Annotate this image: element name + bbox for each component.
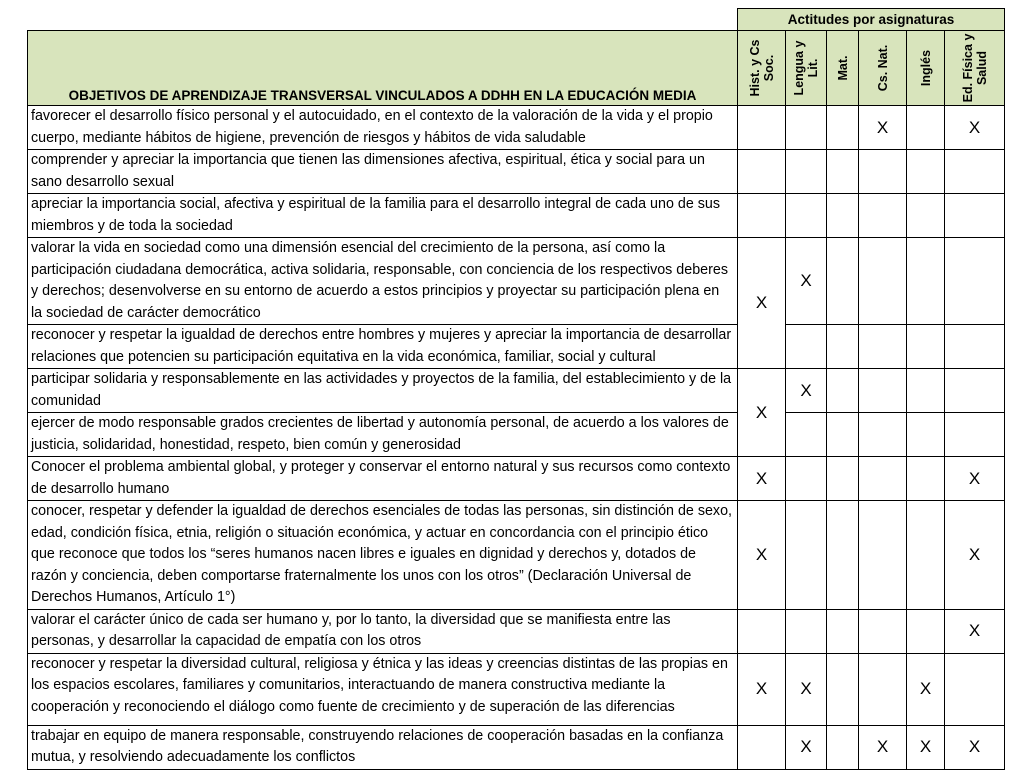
- table-row: [28, 106, 1005, 150]
- objective-text: reconocer y respetar la diversidad cultural, religiosa y étnica y las ideas y creencias distintas de las propias en los espacios escolares, familiares y comunitarios, interactuando de manera constructiva mediante la cooperación y reconociendo el diálogo como fuente de crecimiento y de superación de las diferencias: [28, 653, 738, 725]
- subject-header-matematica: Mat.: [827, 31, 859, 106]
- mark-cell: X: [907, 653, 945, 725]
- objectives-table: [27, 8, 1005, 770]
- mark-cell: X: [859, 106, 907, 150]
- mark-cell: [827, 325, 859, 369]
- objective-text: valorar el carácter único de cada ser humano y, por lo tanto, la diversidad que se manifiesta entre las personas, y desarrollar la capacidad de empatía con los otros: [28, 609, 738, 653]
- mark-cell: X: [738, 457, 786, 501]
- mark-cell: [786, 150, 827, 194]
- mark-cell: [859, 457, 907, 501]
- mark-cell: [907, 150, 945, 194]
- mark-cell: [738, 194, 786, 238]
- objective-text: reconocer y respetar la igualdad de derechos entre hombres y mujeres y apreciar la importancia de desarrollar relaciones que potencien su participación equitativa en la vida económica, familiar, social y cultural: [28, 325, 738, 369]
- mark-cell: X: [738, 501, 786, 610]
- blank-corner-cell: [28, 9, 738, 31]
- subject-header-educacion-fisica: Ed. Física y Salud: [945, 31, 1005, 106]
- mark-cell: [907, 325, 945, 369]
- objective-text: participar solidaria y responsablemente en las actividades y proyectos de la familia, del establecimiento y de la comunidad: [28, 369, 738, 413]
- mark-cell: [786, 194, 827, 238]
- ddhh-objectives-sheet: [27, 8, 1004, 763]
- mark-cell: [827, 653, 859, 725]
- mark-cell: X: [907, 725, 945, 769]
- mark-cell: [827, 194, 859, 238]
- objective-text: ejercer de modo responsable grados crecientes de libertad y autonomía personal, de acuerdo a los valores de justicia, solidaridad, honestidad, respeto, bien común y generosidad: [28, 413, 738, 457]
- table-row: [28, 369, 1005, 413]
- mark-cell: [907, 413, 945, 457]
- table-row: [28, 725, 1005, 769]
- objectives-column-header: OBJETIVOS DE APRENDIZAJE TRANSVERSAL VINCULADOS A DDHH EN LA EDUCACIÓN MEDIA: [28, 31, 738, 106]
- mark-cell: [827, 457, 859, 501]
- mark-cell: [786, 413, 827, 457]
- mark-cell: [859, 653, 907, 725]
- mark-cell: [738, 609, 786, 653]
- mark-cell: [859, 194, 907, 238]
- mark-cell: [907, 457, 945, 501]
- subject-header-ciencias-naturales: Cs. Nat.: [859, 31, 907, 106]
- table-row: [28, 238, 1005, 325]
- mark-cell: X: [945, 725, 1005, 769]
- mark-cell: [786, 501, 827, 610]
- table-row: [28, 653, 1005, 725]
- table-row: [28, 457, 1005, 501]
- table-row: [28, 413, 1005, 457]
- mark-cell: X: [738, 369, 786, 457]
- table-row: [28, 194, 1005, 238]
- objective-text: Conocer el problema ambiental global, y proteger y conservar el entorno natural y sus recursos como contexto de desarrollo humano: [28, 457, 738, 501]
- mark-cell: [786, 609, 827, 653]
- mark-cell: [786, 457, 827, 501]
- mark-cell: X: [859, 725, 907, 769]
- mark-cell: [827, 106, 859, 150]
- mark-cell: [827, 609, 859, 653]
- mark-cell: [945, 369, 1005, 413]
- mark-cell: X: [945, 457, 1005, 501]
- mark-cell: [859, 238, 907, 325]
- mark-cell: [827, 369, 859, 413]
- subject-header-ingles: Inglés: [907, 31, 945, 106]
- mark-cell: [786, 106, 827, 150]
- mark-cell: [827, 150, 859, 194]
- objective-text: valorar la vida en sociedad como una dimensión esencial del crecimiento de la persona, así como la participación ciudadana democrática, activa solidaria, responsable, con conciencia de los respectivos deberes y derechos; desenvolverse en su entorno de acuerdo a estos principios y proyectar su participación plena en la sociedad de carácter democrático: [28, 238, 738, 325]
- mark-cell: [945, 238, 1005, 325]
- mark-cell: [945, 150, 1005, 194]
- mark-cell: [827, 238, 859, 325]
- objective-text: conocer, respetar y defender la igualdad de derechos esenciales de todas las personas, sin distinción de sexo, edad, condición física, etnia, religión o situación económica, y actuar en concordancia con el principio ético que reconoce que todos los “seres humanos nacen libres e iguales en dignidad y derechos y, dotados de razón y conciencia, deben comportarse fraternalmente los unos con los otros” (Declaración Universal de Derechos Humanos, Artículo 1°): [28, 501, 738, 610]
- mark-cell: [738, 725, 786, 769]
- mark-cell: X: [945, 501, 1005, 610]
- mark-cell: [859, 609, 907, 653]
- table-row: [28, 609, 1005, 653]
- subject-header-lengua: Lengua y Lit.: [786, 31, 827, 106]
- mark-cell: X: [786, 725, 827, 769]
- mark-cell: [907, 609, 945, 653]
- mark-cell: [945, 325, 1005, 369]
- mark-cell: [907, 369, 945, 413]
- mark-cell: [738, 106, 786, 150]
- mark-cell: X: [738, 653, 786, 725]
- mark-cell: [859, 150, 907, 194]
- mark-cell: [907, 238, 945, 325]
- mark-cell: X: [738, 238, 786, 369]
- mark-cell: X: [945, 609, 1005, 653]
- mark-cell: X: [945, 106, 1005, 150]
- mark-cell: [945, 653, 1005, 725]
- table-row: [28, 150, 1005, 194]
- mark-cell: [945, 194, 1005, 238]
- mark-cell: [859, 369, 907, 413]
- objective-text: favorecer el desarrollo físico personal y el autocuidado, en el contexto de la valoración de la vida y el propio cuerpo, mediante hábitos de higiene, prevención de riesgos y hábitos de vida saludable: [28, 106, 738, 150]
- mark-cell: [859, 501, 907, 610]
- mark-cell: [827, 501, 859, 610]
- subjects-group-header: Actitudes por asignaturas: [738, 9, 1005, 31]
- table-row: [28, 501, 1005, 610]
- mark-cell: [859, 325, 907, 369]
- mark-cell: [859, 413, 907, 457]
- objective-text: comprender y apreciar la importancia que tienen las dimensiones afectiva, espiritual, ética y social para un sano desarrollo sexual: [28, 150, 738, 194]
- objective-text: apreciar la importancia social, afectiva y espiritual de la familia para el desarrollo integral de cada uno de sus miembros y de toda la sociedad: [28, 194, 738, 238]
- table-row: [28, 325, 1005, 369]
- subject-header-historia: Hist. y Cs Soc.: [738, 31, 786, 106]
- mark-cell: [945, 413, 1005, 457]
- mark-cell: [907, 501, 945, 610]
- mark-cell: [907, 106, 945, 150]
- mark-cell: [738, 150, 786, 194]
- mark-cell: [907, 194, 945, 238]
- mark-cell: X: [786, 238, 827, 325]
- mark-cell: [786, 325, 827, 369]
- mark-cell: [827, 725, 859, 769]
- objective-text: trabajar en equipo de manera responsable, construyendo relaciones de cooperación basadas en la confianza mutua, y resolviendo adecuadamente los conflictos: [28, 725, 738, 769]
- mark-cell: [827, 413, 859, 457]
- mark-cell: X: [786, 653, 827, 725]
- mark-cell: X: [786, 369, 827, 413]
